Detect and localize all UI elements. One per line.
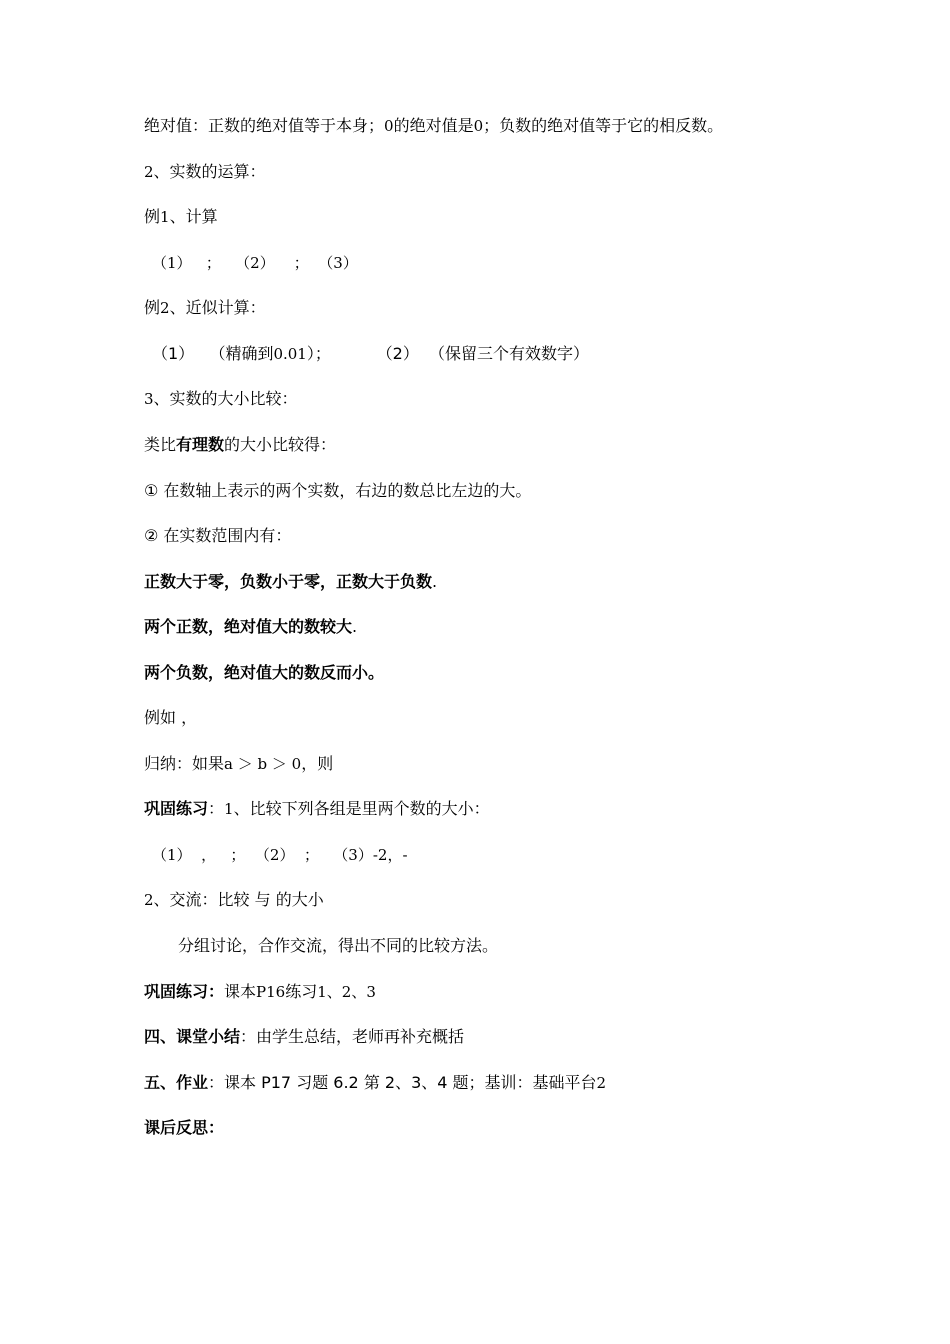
text-run: 例 <box>144 207 161 226</box>
section-number: 3 <box>144 390 154 408</box>
text-run: 归纳：如果 <box>144 754 225 773</box>
text-run: ：由学生总结，老师再补充概括 <box>240 1027 465 1046</box>
homework <box>144 1072 606 1094</box>
text-run: 分组讨论，合作交流，得出不同的比较方法。 <box>178 936 499 955</box>
text-run: 、近似计算： <box>169 298 266 317</box>
induction-line <box>144 753 333 775</box>
example-number: 1 <box>160 208 170 226</box>
punctuation: . <box>432 572 438 591</box>
example-2-heading <box>144 297 266 319</box>
text-run: （1） ； （2） ； （3） <box>152 254 358 272</box>
text-run: 例如 ， <box>144 708 198 727</box>
text-run: 的大小比较得： <box>224 435 337 454</box>
text-run: 练习 <box>285 982 318 1001</box>
precision-value: 0.01 <box>273 345 307 363</box>
bold-term: 四、课堂小结 <box>144 1027 241 1046</box>
practice-textbook <box>144 981 376 1003</box>
text-run: ：课本 P17 习题 6.2 第 2、3、4 题；基训：基础平台 <box>208 1073 597 1092</box>
practice-1-heading <box>144 798 490 820</box>
reflection-heading <box>144 1117 224 1139</box>
number-zero: 0 <box>473 117 484 135</box>
text-run: 类比 <box>144 435 177 454</box>
text-run: 两个正数，绝对值大的数较大 <box>144 617 353 636</box>
number-zero: 0 <box>384 117 394 135</box>
rule-sign-comparison <box>144 571 437 593</box>
section-heading-comparison <box>144 388 298 410</box>
text-run: 绝对值：正数的绝对值等于本身； <box>144 116 385 135</box>
inequality: a ＞ b ＞ 0 <box>224 755 302 773</box>
item-number: 1 <box>224 800 234 818</box>
text-run: ；负数的绝对值等于它的相反数。 <box>483 116 724 135</box>
bold-term: 巩固练习： <box>144 982 225 1001</box>
page-ref: P16 <box>256 983 286 1001</box>
item-number: 2 <box>596 1074 607 1092</box>
discussion-heading <box>144 889 324 911</box>
item-number: 2 <box>144 891 154 909</box>
absolute-value-definition <box>144 115 723 137</box>
rule-negative-comparison <box>144 662 384 684</box>
example-line <box>144 707 197 729</box>
practice-1-items <box>152 844 408 866</box>
text-run: ，则 <box>301 754 334 773</box>
exercise-numbers: 1、2、3 <box>317 983 376 1001</box>
example-1-items <box>152 252 358 274</box>
bold-term: 巩固练习 <box>144 799 209 818</box>
analogy-line <box>144 434 336 456</box>
text-run: 正数大于零，负数小于零，正数大于负数 <box>144 572 433 591</box>
rule-1 <box>144 480 531 502</box>
text-run: ② 在实数范围内有： <box>144 526 292 545</box>
section-heading-operations <box>144 161 266 183</box>
text-run: （1） （精确到 <box>152 344 274 363</box>
bold-term: 有理数 <box>176 435 225 454</box>
example-1-heading <box>144 206 218 228</box>
text-run: 课本 <box>224 982 257 1001</box>
punctuation: ： <box>208 799 225 818</box>
text-run: ① 在数轴上表示的两个实数，右边的数总比左边的大。 <box>144 481 532 500</box>
rule-positive-comparison <box>144 616 357 638</box>
punctuation: . <box>352 617 358 636</box>
text-run: （1） ， ； （2） ； （3）-2，- <box>152 846 408 864</box>
text-run: 课后反思： <box>144 1118 225 1137</box>
text-run: 的绝对值是 <box>393 116 474 135</box>
bold-term: 五、作业 <box>144 1073 209 1092</box>
text-run: 、比较下列各组是里两个数的大小： <box>233 799 490 818</box>
text-run: 、实数的运算： <box>153 162 266 181</box>
class-summary <box>144 1026 464 1048</box>
rule-2 <box>144 525 291 547</box>
text-run: 、交流：比较 与 的大小 <box>153 890 324 909</box>
example-2-items <box>152 343 589 365</box>
text-run: 例 <box>144 298 161 317</box>
discussion-text <box>178 935 498 957</box>
text-run: 、实数的大小比较： <box>153 389 298 408</box>
text-run: ）； （2） （保留三个有效数字） <box>306 344 589 363</box>
text-run: 两个负数，绝对值大的数反而小。 <box>144 663 385 682</box>
example-number: 2 <box>160 299 170 317</box>
section-number: 2 <box>144 163 154 181</box>
text-run: 、计算 <box>169 207 218 226</box>
